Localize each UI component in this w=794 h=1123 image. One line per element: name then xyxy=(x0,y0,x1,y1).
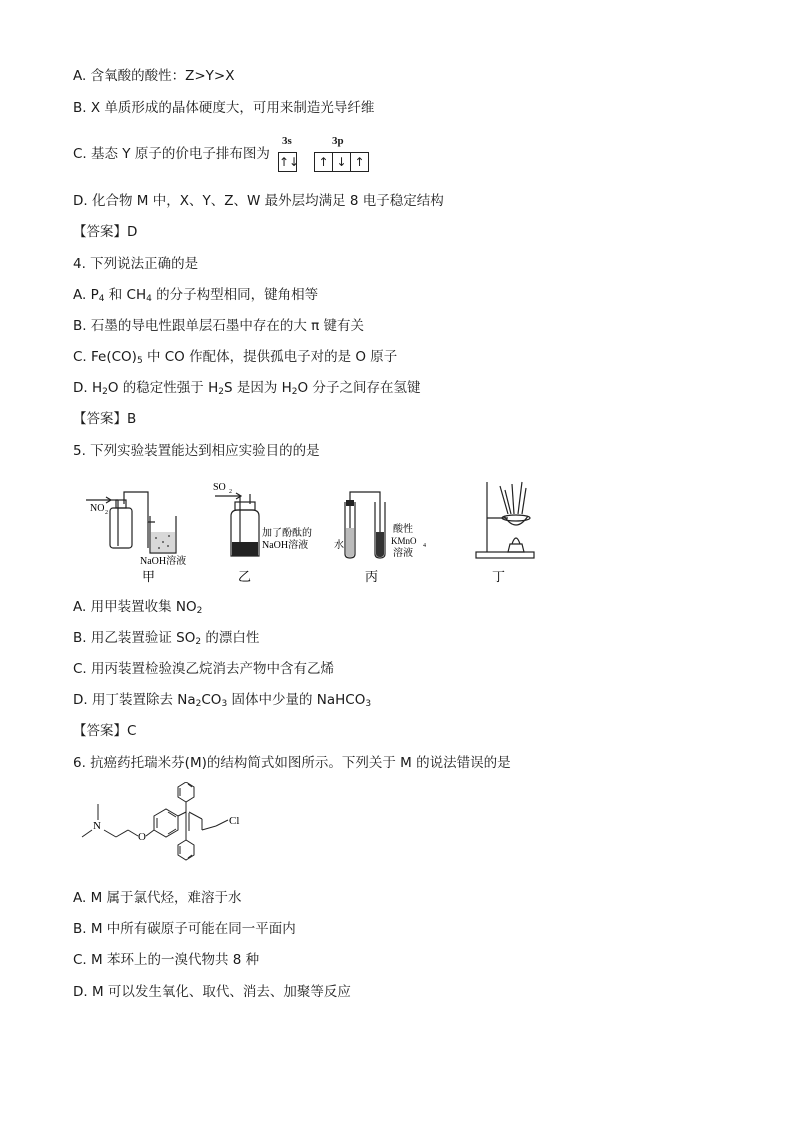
ding-base xyxy=(476,552,534,558)
bing-caption: 丙 xyxy=(365,569,379,584)
bing-water-label: 水 xyxy=(334,540,344,551)
q6-option-a: A. M 属于氯代烃，难溶于水 xyxy=(73,890,242,906)
q3-option-c-text: C. 基态 Y 原子的价电子排布图为 xyxy=(73,146,270,162)
jia-gas-label: NO xyxy=(90,503,105,514)
nitrogen-atom-label: N xyxy=(93,820,101,832)
q3-answer: 【答案】D xyxy=(73,224,138,240)
orbital-3p-boxes xyxy=(315,151,369,172)
yi-solution-label-1: 加了酚酞的 xyxy=(262,528,312,539)
q5-option-d: D. 用丁装置除去 $Na_2CO_3$ 固体中少量的 NaHCO$_3$ xyxy=(73,692,372,709)
yi-caption: 乙 xyxy=(238,569,252,584)
q6-option-b: B. M 中所有碳原子可能在同一平面内 xyxy=(73,921,296,937)
bing-acid-label-2: KMnO xyxy=(391,536,417,546)
q5-option-b: B. 用乙装置验证 $SO_2$ 的漂白性 xyxy=(73,630,260,647)
q5-stem: 5. 下列实验装置能达到相应实验目的的是 xyxy=(73,443,320,459)
orbital-down-arrow-icon: ↓ xyxy=(332,152,351,172)
q4-option-b: B. 石墨的导电性跟单层石墨中存在的大 π 键有关 xyxy=(73,318,365,334)
jia-gas-bottle xyxy=(110,508,132,548)
chlorine-atom-label: Cl xyxy=(229,815,240,827)
q4-stem: 4. 下列说法正确的是 xyxy=(73,256,199,272)
q4-option-d: D. $H_2O$ 的稳定性强于 $H_2S$ 是因为 $H_2O$ 分子之间存在氢键 xyxy=(73,380,421,397)
q3-option-a: A. 含氧酸的酸性：Z>Y>X xyxy=(73,68,235,84)
orbital-up-down-arrows-icon: ↑↓ xyxy=(278,152,297,172)
bing-acid-label-1: 酸性 xyxy=(393,524,413,535)
q4-option-c: C. $Fe(CO)_5$ 中 CO 作配体，提供孤电子对的是 O 原子 xyxy=(73,349,398,366)
q6-stem: 6. 抗癌药托瑞米芬(M)的结构简式如图所示。下列关于 M 的说法错误的是 xyxy=(73,755,511,771)
q6-option-d: D. M 可以发生氧化、取代、消去、加聚等反应 xyxy=(73,984,351,1000)
q5-answer: 【答案】C xyxy=(73,723,137,739)
yi-gas-label: SO xyxy=(213,482,226,493)
yi-solution-label-2: NaOH溶液 xyxy=(262,540,309,551)
q3-option-b: B. X 单质形成的晶体硬度大，可用来制造光导纤维 xyxy=(73,100,375,116)
q3-option-d: D. 化合物 M 中，X、Y、Z、W 最外层均满足 8 电子稳定结构 xyxy=(73,193,444,209)
yi-stopper xyxy=(235,502,255,510)
yi-liquid xyxy=(232,542,258,556)
orbital-3s-label: 3s xyxy=(282,135,292,147)
phenyl-ring-center xyxy=(154,809,178,837)
jia-gas-sub: 2 xyxy=(105,510,108,516)
ding-burner xyxy=(508,544,524,552)
yi-gas-sub: 2 xyxy=(229,489,232,495)
oxygen-atom-label: O xyxy=(138,831,146,843)
ding-caption: 丁 xyxy=(492,569,506,584)
orbital-3s-box xyxy=(279,151,300,172)
q3-option-c xyxy=(73,145,270,163)
q5-option-c: C. 用丙装置检验溴乙烷消去产物中含有乙烯 xyxy=(73,661,335,677)
jia-solution-label: NaOH溶液 xyxy=(140,556,187,567)
q5-option-a: A. 用甲装置收集 $NO_2$ xyxy=(73,599,203,616)
jia-caption: 甲 xyxy=(142,569,156,584)
q4-option-a: A. $P_4$ 和 $CH_4$ 的分子构型相同，键角相等 xyxy=(73,287,319,304)
q6-structure-figure xyxy=(78,782,258,874)
orbital-3p-label: 3p xyxy=(332,135,344,147)
bing-acid-label-3: 溶液 xyxy=(393,548,413,559)
q6-option-c: C. M 苯环上的一溴代物共 8 种 xyxy=(73,952,260,968)
q4-answer: 【答案】B xyxy=(73,411,137,427)
orbital-up-arrow-icon: ↑ xyxy=(314,152,333,172)
q5-apparatus-figure xyxy=(80,478,540,588)
orbital-up-arrow-icon: ↑ xyxy=(350,152,369,172)
bing-acid-sub: 4 xyxy=(423,543,426,549)
